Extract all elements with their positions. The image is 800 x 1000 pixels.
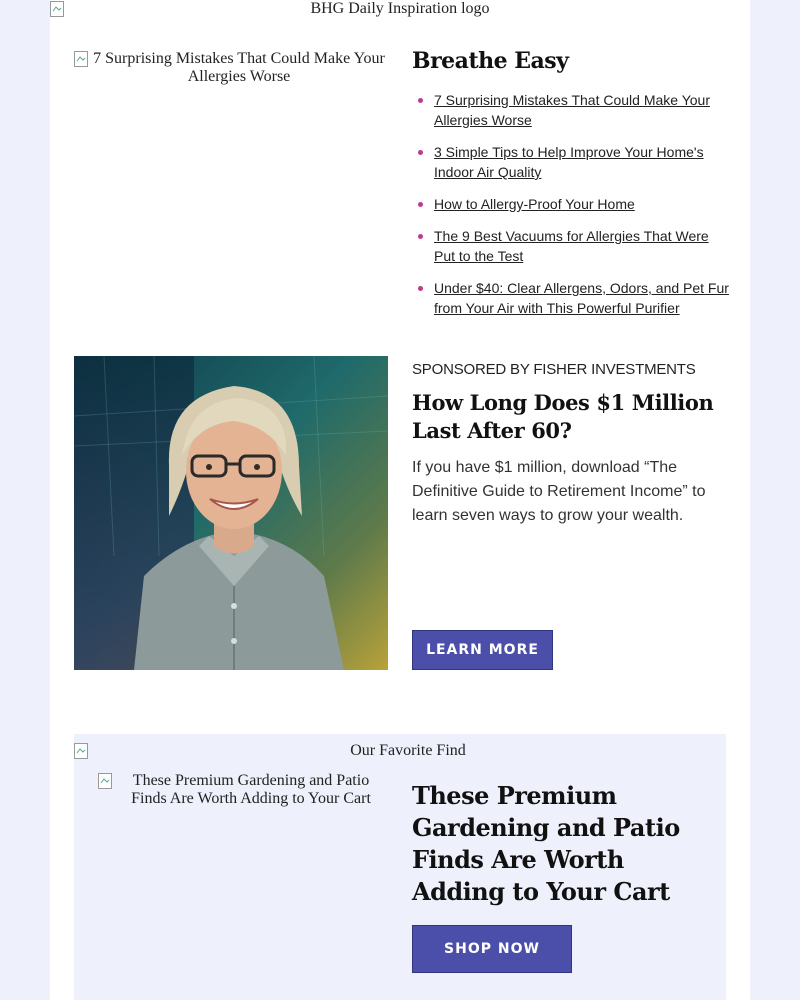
logo-image[interactable] [50, 0, 750, 24]
list-item [412, 226, 732, 266]
list-item [412, 142, 732, 182]
broken-image-icon [74, 743, 88, 759]
bullet-icon [418, 286, 423, 291]
shop-now-button[interactable]: SHOP NOW [412, 925, 572, 973]
broken-image-icon [50, 1, 64, 17]
sponsor-body-text: If you have $1 million, download “The Definitive Guide to Retirement Income” to learn seven ways to grow your wealth. [412, 459, 706, 524]
woman-portrait-illustration [74, 356, 388, 670]
bullet-icon [418, 234, 423, 239]
article-link[interactable]: Under $40: Clear Allergens, Odors, and Pet Fur from Your Air with This Powerful Purifier [434, 280, 729, 316]
article-link[interactable]: The 9 Best Vacuums for Allergies That Were Put to the Test [434, 228, 709, 264]
learn-more-button[interactable]: LEARN MORE [412, 630, 553, 670]
favorite-find-section [74, 734, 726, 1000]
bullet-icon [418, 202, 423, 207]
favorite-find-alt-text: Our Favorite Find [350, 742, 466, 759]
allergy-link-list [412, 90, 732, 330]
allergy-image-alt-text: 7 Surprising Mistakes That Could Make Your Allergies Worse [93, 50, 385, 85]
list-item [412, 194, 732, 214]
sponsor-label: SPONSORED BY FISHER INVESTMENTS [412, 361, 696, 378]
article-link[interactable]: 3 Simple Tips to Help Improve Your Home's Indoor Air Quality [434, 144, 704, 180]
section-title-breathe-easy: Breathe Easy [412, 48, 569, 74]
gardening-article-image[interactable] [98, 772, 388, 812]
list-item [412, 90, 732, 130]
bullet-icon [418, 98, 423, 103]
sponsor-headline[interactable]: How Long Does $1 Million Last After 60? [412, 390, 714, 443]
email-body [50, 0, 750, 1000]
logo-alt-text: BHG Daily Inspiration logo [310, 0, 490, 17]
list-item [412, 278, 732, 318]
broken-image-icon [98, 773, 112, 789]
sponsor-photo[interactable] [74, 356, 388, 670]
allergy-article-image[interactable] [74, 50, 388, 90]
gardening-image-alt-text: These Premium Gardening and Patio Finds Are Worth Adding to Your Cart [131, 772, 371, 807]
article-link[interactable]: 7 Surprising Mistakes That Could Make Your Allergies Worse [434, 92, 710, 128]
feature-headline[interactable]: These Premium Gardening and Patio Finds Are Worth Adding to Your Cart [412, 781, 680, 906]
bullet-icon [418, 150, 423, 155]
broken-image-icon [74, 51, 88, 67]
favorite-find-header-image[interactable] [74, 742, 726, 762]
article-link[interactable]: How to Allergy-Proof Your Home [434, 196, 635, 212]
